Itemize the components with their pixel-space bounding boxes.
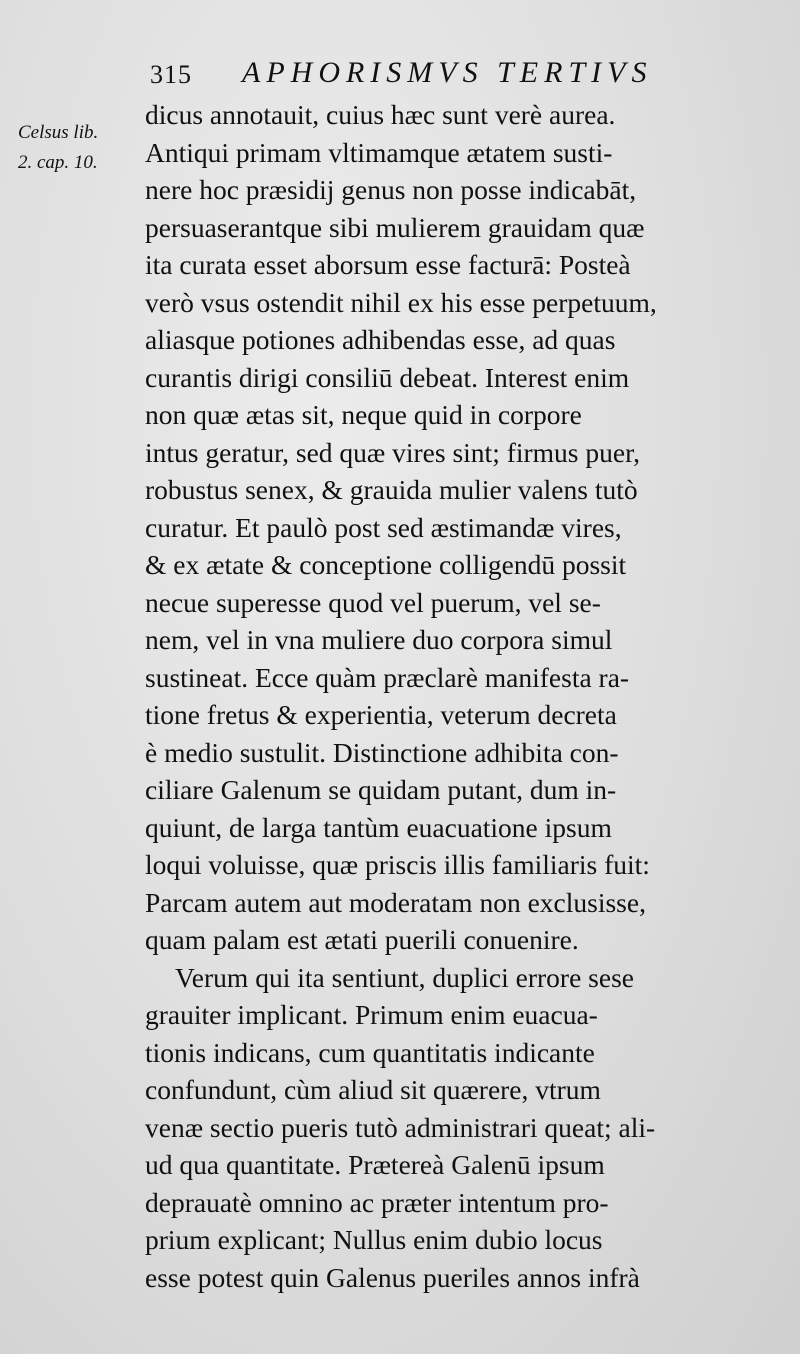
text-line: nere hoc præsidij genus non posse indicabāt, bbox=[145, 174, 637, 205]
text-line: curantis dirigi consiliū debeat. Interest enim bbox=[145, 361, 630, 393]
text-line: prium explicant; Nullus enim dubio locus bbox=[145, 1224, 603, 1255]
text-line: confundunt, cùm aliud sit quærere, vtrum bbox=[145, 1074, 601, 1105]
text-line: nem, vel in vna muliere duo corpora simul bbox=[145, 624, 613, 655]
text-line: robustus senex, & grauida mulier valens tutò bbox=[145, 474, 638, 505]
text-line: necue superesse quod vel puerum, vel se- bbox=[145, 586, 601, 618]
marginal-note-line: Celsus lib. bbox=[18, 122, 99, 143]
text-line: esse potest quin Galenus pueriles annos infrà bbox=[145, 1261, 640, 1293]
text-line: è medio sustulit. Distinctione adhibita con- bbox=[145, 736, 619, 768]
text-line: loqui voluisse, quæ priscis illis familiaris fuit: bbox=[145, 849, 650, 880]
text-line: deprauatè omnino ac præter intentum pro- bbox=[145, 1186, 609, 1218]
text-line: curatur. Et paulò post sed æstimandæ vires, bbox=[145, 511, 622, 543]
page-number: 315 bbox=[150, 60, 192, 89]
text-line: ud qua quantitate. Prætereà Galenū ipsum bbox=[145, 1149, 605, 1180]
text-line: non quæ ætas sit, neque quid in corpore bbox=[145, 399, 582, 430]
text-line: ita curata esset aborsum esse facturā: Posteà bbox=[145, 249, 631, 280]
text-line: intus geratur, sed quæ vires sint; firmus puer, bbox=[145, 436, 641, 468]
text-line: quam palam est ætati puerili conuenire. bbox=[145, 924, 579, 955]
text-line: dicus annotauit, cuius hæc sunt verè aurea. bbox=[145, 99, 616, 130]
text-line: & ex ætate & conceptione colligendū possit bbox=[145, 549, 627, 580]
text-line: tione fretus & experientia, veterum decreta bbox=[145, 699, 617, 730]
text-line: grauiter implicant. Primum enim euacua- bbox=[145, 999, 598, 1030]
text-line: quiunt, de larga tantùm euacuatione ipsum bbox=[145, 811, 612, 843]
paragraph-first-line: Verum qui ita sentiunt, duplici errore sese bbox=[175, 961, 634, 993]
text-line: tionis indicans, cum quantitatis indicante bbox=[145, 1036, 595, 1068]
marginal-note bbox=[18, 118, 153, 178]
text-line: sustineat. Ecce quàm præclarè manifesta ra- bbox=[145, 661, 630, 693]
text-line: verò vsus ostendit nihil ex his esse perpetuum, bbox=[145, 286, 657, 318]
text-line: venæ sectio pueris tutò administrari queat; ali- bbox=[145, 1111, 656, 1143]
body-text bbox=[145, 96, 775, 1296]
text-line: aliasque potiones adhibendas esse, ad quas bbox=[145, 324, 616, 355]
page-header bbox=[150, 48, 770, 98]
running-title: APHORISMVS TERTIVS bbox=[242, 56, 653, 89]
text-line: ciliare Galenum se quidam putant, dum in- bbox=[145, 774, 617, 805]
text-line: Antiqui primam vltimamque ætatem susti- bbox=[145, 136, 613, 168]
text-line: Parcam autem aut moderatam non exclusisse, bbox=[145, 886, 646, 918]
marginal-note-line: 2. cap. 10. bbox=[18, 152, 98, 173]
text-line: persuaserantque sibi mulierem grauidam quæ bbox=[145, 211, 645, 243]
